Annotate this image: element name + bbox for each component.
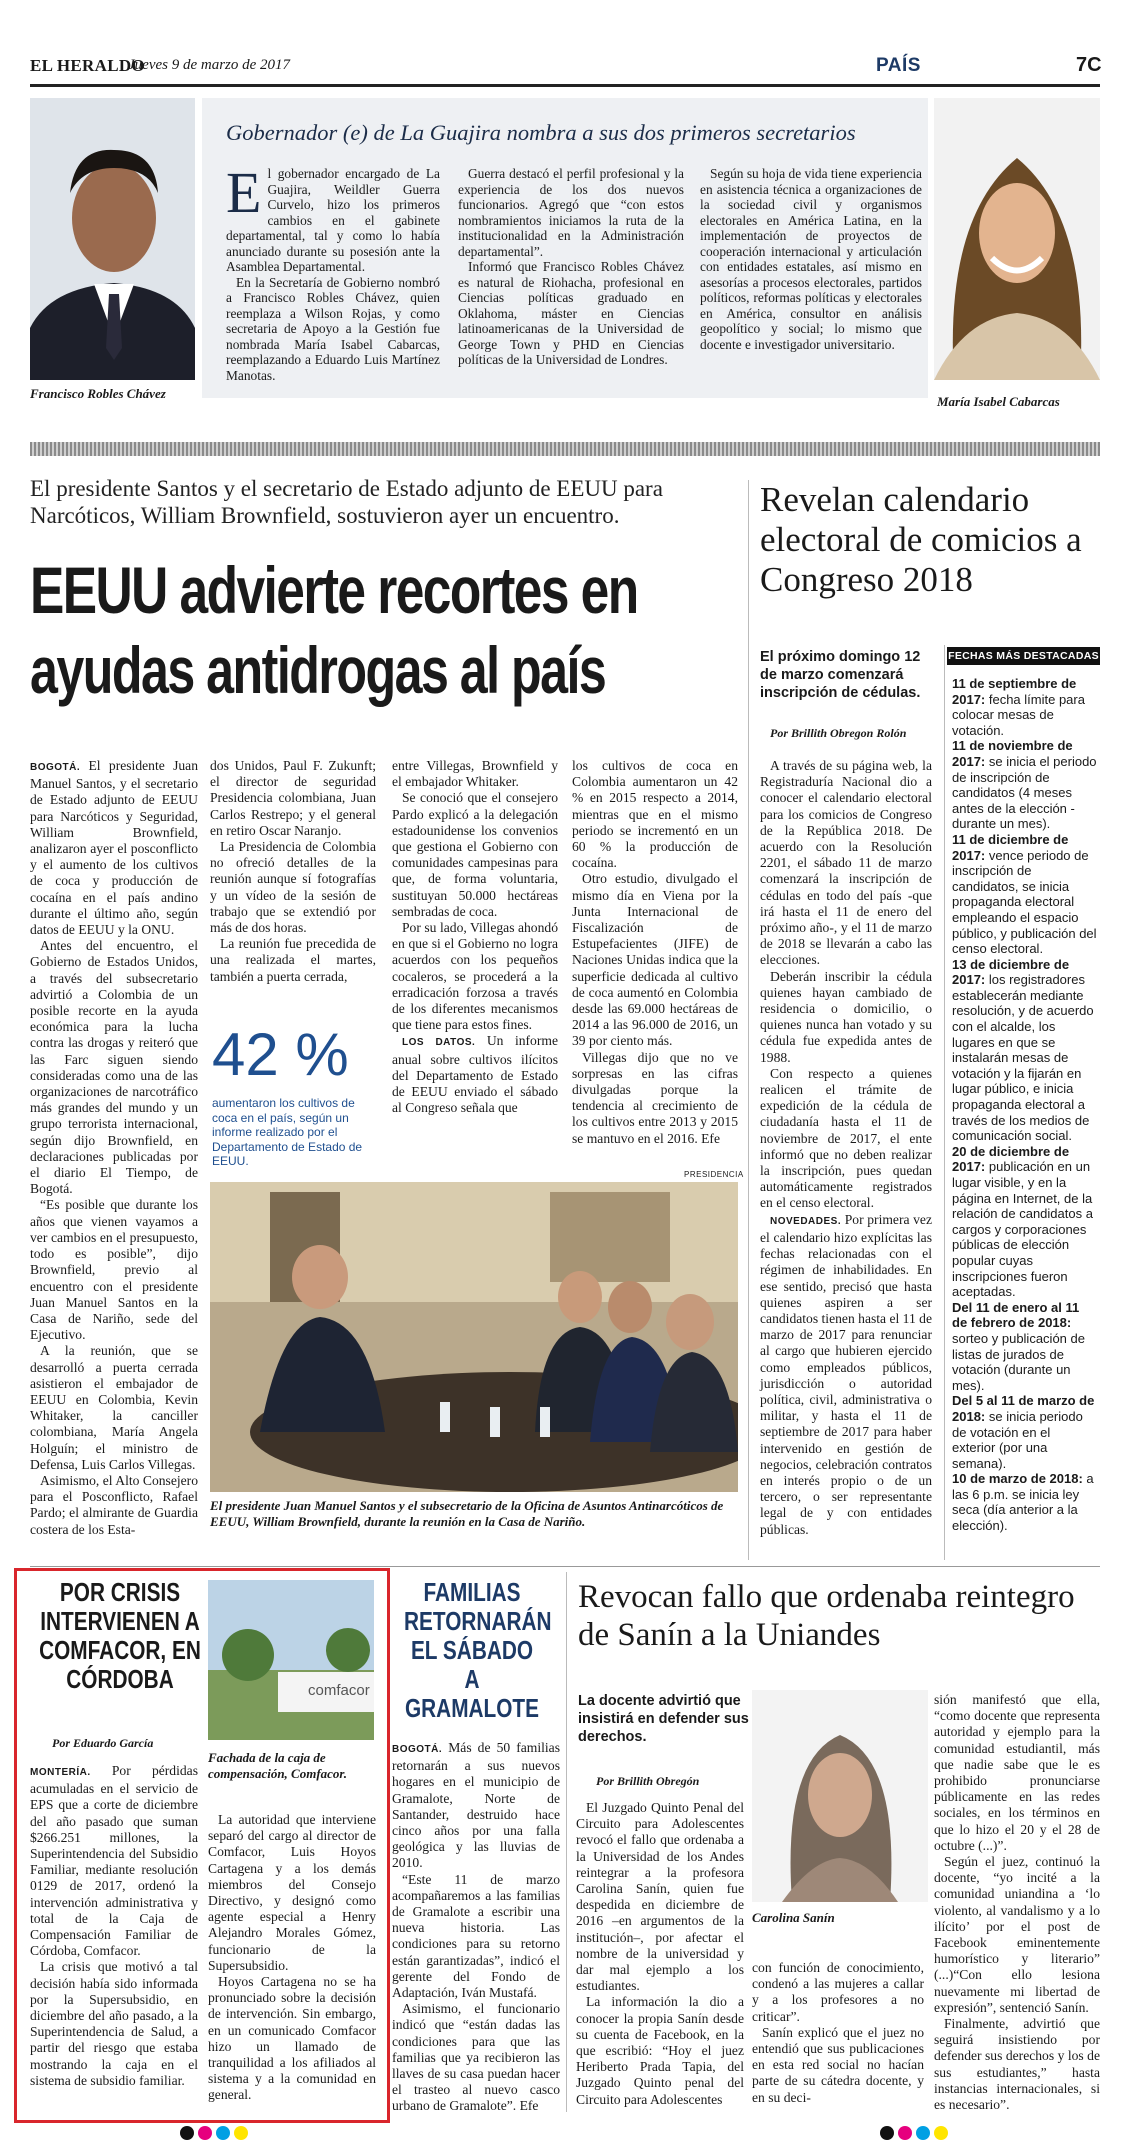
paragraph [30, 1763, 198, 1959]
paragraph: El Juzgado Quinto Penal del Circuito para Adolescentes revocó el fallo que ordenaba a la Universidad de los Andes reintegrar a la profesora Carolina Sanín, quien fue despedida en diciembre de 2016 –en argumentos de la institución–, por afectar el nombre de la universidad y dar mal ejemplo a los estudiantes. [576, 1800, 744, 1994]
masthead-section: PAÍS [876, 55, 921, 76]
comfacor-photo [208, 1580, 374, 1740]
paragraph: Informó que Francisco Robles Chávez es natural de Riohacha, profesional en Ciencias políticas graduado en Oklahoma, máster en Ciencias latinoamericanas de la Universidad de George Town y PHD en Ciencias políticas de la Universidad de Londres. [458, 259, 684, 367]
sanin-col2 [752, 1960, 924, 2106]
main-col4 [572, 758, 738, 1147]
dates-list [952, 676, 1097, 1534]
top-story-col1 [226, 160, 440, 383]
calendar-deck: El próximo domingo 12 de marzo comenzará inscripción de cédulas. [760, 649, 921, 701]
main-col3 [392, 758, 558, 1116]
main-col2 [210, 758, 376, 985]
paragraph: los cultivos de coca en Colombia aumentaron un 42 % en 2015 respecto a 2014, mientras que en el mismo periodo se incrementó en un 60 % la producción de cocaína. [572, 758, 738, 871]
paragraph: l gobernador encargado de La Guajira, Weildler Guerra Curvelo, hizo los primeros cambios en el gabinete departamental, tal y como lo había anunciado durante su posesión ante la Asamblea Departamental. [226, 166, 440, 274]
paragraph-text: El presidente Juan Manuel Santos, y el secretario de Estado adjunto de EEUU para Narcóticos y Seguridad, William Brownfield, analizaron ayer el posconflicto y el aumento de los cultivos de coca y producción de cocaína en el país andino durante el último año, según datos de EEUU y la ONU. [30, 758, 198, 938]
meeting-photo-caption: El presidente Juan Manuel Santos y el subsecretario de la Oficina de Asuntos Antinarcóticos de EEUU, William Brownfield, durante la reunión en la Casa de Nariño. [210, 1498, 724, 1529]
stat-text: aumentaron los cultivos de coca en el país, según un informe realizado por el Departamento de Estado de EEUU. [212, 1096, 363, 1168]
gramalote-headline: FAMILIAS RETORNARÁN EL SÁBADO A GRAMALOTE [404, 1577, 552, 1723]
paragraph: entre Villegas, Brownfield y el embajador Whitaker. [392, 758, 558, 790]
paragraph-text: Un informe anual sobre cultivos ilícitos del Departamento de Estado de EEUU enviado el sábado al Congreso señala que [392, 1033, 558, 1116]
top-story-col3 [700, 166, 922, 352]
gramalote-body [392, 1740, 560, 2115]
paragraph: Según el juez, continuó la docente, “yo incité a la comunidad uniandina a ‘lo violento, al vandalismo y a lo ilícito’ por el post de Facebook eminentemente humorístico y literario” (...)“Con ello lesiona nuevamente mi libertad de expresión”, sentenció Sanín. [934, 1854, 1100, 2015]
paragraph: Sanín explicó que el juez no entendió que sus publicaciones en esta red social no hacían parte de su cátedra docente, y en su deci- [752, 2024, 924, 2105]
comfacor-byline: Por Eduardo García [52, 1736, 154, 1750]
paragraph-text: Por pérdidas acumuladas en el servicio de EPS que a corte de diciembre del año pasado que suman $266.251 millones, la Superintendencia del Subsidio Familiar, mediante resolución 0129 de 2017, ordenó la intervención administrativa y total de la Caja de Compensación Familiar de Córdoba, Comfacor. [30, 1763, 198, 1959]
left-portrait-photo [30, 98, 195, 380]
stat-value: 42 % [212, 1021, 349, 1088]
sanin-deck: La docente advirtió que insistirá en defender sus derechos. [578, 1693, 749, 1745]
date-entry: 11 de septiembre de 2017: fecha límite para colocar mesas de votación. [952, 676, 1085, 738]
paragraph: Según su hoja de vida tiene experiencia en asistencia técnica a organizaciones de la sociedad civil y organismos electorales en América Latina, en la implementación de proyectos de cooperación internacional y articulación con entidades estatales, así mismo en asesorías a procesos electorales, partidos políticos, reformas políticas y electorales en América, consultor en análisis geopolítico y social; lo mismo que docente e investigador universitario. [700, 166, 922, 352]
subhead: NOVEDADES. [770, 1215, 842, 1227]
comfacor-col2 [208, 1812, 376, 2104]
date-entry: 11 de diciembre de 2017: vence periodo de inscripción de candidatos, se inicia propaganda electoral empleando el espacio público, y publicación del censo electoral. [952, 831, 1097, 957]
paragraph: Asimismo, el funcionario indicó que “están dadas las condiciones para que las familias que ya recibieron las llaves de su casa puedan hacer el trasteo al nuevo casco urbano de Gramalote”. Efe [392, 2001, 560, 2114]
sanin-col1 [576, 1800, 744, 2108]
sanin-byline: Por Brillith Obregón [596, 1774, 700, 1788]
main-headline-line1: EEUU advierte recortes en [30, 553, 638, 627]
paragraph: Otro estudio, divulgado el mismo día en Viena por la Junta Internacional de Fiscalización de Estupefacientes (JIFE) de Naciones Unidas indica que la superficie dedicada al cultivo de coca aumentó en Colombia desde las 69.000 hectáreas de 2014 a las 96.000 de 2016, un 39 por ciento más. [572, 871, 738, 1049]
comfacor-col1 [30, 1763, 198, 2089]
paragraph: La reunión fue precedida de una realizada el martes, también a puerta cerrada, [210, 936, 376, 984]
comfacor-photo-caption: Fachada de la caja de compensación, Comfacor. [208, 1750, 348, 1781]
paragraph: La Presidencia de Colombia no ofreció detalles de la reunión aunque sí fotografías y un vídeo de la sesión de trabajo que se extendió por más de dos horas. [210, 839, 376, 936]
top-story-col2 [458, 166, 684, 368]
masthead-rule [30, 84, 1100, 87]
paragraph: Guerra destacó el perfil profesional y la experiencia de los dos nuevos funcionarios. Agregó que “con estos nombramientos iniciamos la ruta de la institucionalidad en la Administración departamental”. [458, 166, 684, 259]
top-story-dropcap: E [226, 160, 262, 225]
dateline: BOGOTÁ. [392, 1744, 443, 1755]
paragraph: A la reunión, que se desarrolló a puerta cerrada asistieron el embajador de EEUU en Colombia, Kevin Whitaker, la canciller colombiana, María Angela Holguín; el ministro de Defensa, Luis Carlos Villegas. [30, 1343, 198, 1472]
column-divider [748, 480, 749, 1560]
date-entry: 11 de noviembre de 2017: se inicia el periodo de inscripción de candidatos (4 meses antes de la elección -durante un mes). [952, 738, 1097, 832]
subhead: LOS DATOS. [402, 1037, 476, 1049]
print-registration-marks [180, 2126, 248, 2142]
paragraph: sión manifestó que ella, “como docente que representa autoridad y ejemplo para la comunidad estudiantil, más que nadie sabe que le es prohibido pronunciarse públicamente en las redes sociales, en los términos en que lo hizo el 20 y el 28 de octubre (...)”. [934, 1692, 1100, 1853]
paragraph: Asimismo, el Alto Consejero para el Posconflicto, Rafael Pardo; el almirante de Guardia costera de los Esta- [30, 1472, 198, 1537]
left-portrait-caption: Francisco Robles Chávez [30, 386, 166, 401]
date-entry: 10 de marzo de 2018: a las 6 p.m. se inicia ley seca (día anterior a la elección). [952, 1471, 1094, 1534]
section-divider [30, 442, 1100, 456]
paragraph: “Este 11 de marzo acompañaremos a las familias de Gramalote a escribir una nueva historia. Las condiciones para su retorno están garantizadas”, indicó el gerente del Fondo de Adaptación, Iván Mustafá. [392, 1871, 560, 2001]
meeting-photo [210, 1182, 738, 1492]
masthead-page: 7C [1076, 54, 1102, 76]
right-portrait-caption: María Isabel Cabarcas [937, 394, 1060, 409]
main-col1 [30, 758, 198, 1538]
paragraph [30, 758, 198, 938]
dateline: MONTERÍA. [30, 1767, 91, 1778]
column-divider [566, 1572, 567, 2112]
masthead-date: Jueves 9 de marzo de 2017 [128, 57, 291, 73]
paragraph: La información la dio a conocer la propia Sanín desde su cuenta de Facebook, en la que escribió: “Hoy el juez Heriberto Prada Tapia, del Juzgado Quinto penal del Circuito para Adolescentes [576, 1994, 744, 2107]
paragraph [760, 1212, 932, 1538]
paragraph-text: Por primera vez el calendario hizo explícitas las fechas relacionadas con el régimen de inhabilidades. En ese sentido, precisó que hasta quienes aspiren a ser candidatos tienen hasta el 11 de marzo de 2017 para renunciar al cargo que hubieren ejercido como empleados públicos, jurisdicción o autoridad política, civil, administrativa o militar, y hasta el 11 de septiembre de 2017 para haber intervenido en gestión de negocios, celebración contratos en interés propio o de un tercero, o ser representante legal de y con entidades públicas. [760, 1211, 932, 1537]
paragraph: Hoyos Cartagena no se ha pronunciado sobre la decisión de intervención. Sin embargo, en un comunicado Comfacor hizo un llamado de tranquilidad a los afiliados al sistema y a la comunidad en general. [208, 1974, 376, 2103]
right-portrait-photo [934, 98, 1100, 380]
paragraph: En la Secretaría de Gobierno nombró a Francisco Robles Chávez, quien reemplaza a Wilson Rojas, y como secretaria de Apoyo a la Gestión fue nombrada María Isabel Cabarcas, reemplazando a Eduardo Luis Martínez Manotas. [226, 274, 440, 383]
date-entry: 13 de diciembre de 2017: los registradores establecerán mediante resolución, y de acuerdo con el alcalde, los lugares en que se instalarán mesas de votación y la fijarán en lugar público, e inicia propaganda electoral a través de los medios de comunicación social. [952, 956, 1094, 1144]
print-registration-marks [880, 2126, 948, 2142]
masthead-paper: EL HERALDO [30, 56, 145, 75]
date-entry: Del 5 al 11 de marzo de 2018: se inicia periodo de votación en el exterior (por una semana). [952, 1393, 1095, 1471]
calendar-headline: Revelan calendario electoral de comicios a Congreso 2018 [760, 480, 1082, 599]
main-kicker: El presidente Santos y el secretario de Estado adjunto de EEUU para Narcóticos, William Brownfield, sostuvieron ayer un encuentro. [30, 476, 663, 528]
paragraph: La crisis que motivó a tal decisión había sido informada por la Supersubsidio, en diciembre del año pasado, a la Superintendencia de Salud, a partir del riesgo que estaba mostrando la caja en el sistema de subsidio familiar. [30, 1959, 198, 2088]
paragraph [392, 1740, 560, 1872]
paragraph: Con respecto a quienes realicen el trámite de expedición de la cédula de ciudadanía hasta el 11 de noviembre de 2017, el ente informó que no deben realizar la inscripción, pues quedan automáticamente registrados en el censo electoral. [760, 1065, 932, 1211]
paragraph: dos Unidos, Paul F. Zukunft; el director de seguridad Presidencia colombiana, Juan Carlos Restrepo; y el general en retiro Oscar Naranjo. [210, 758, 376, 838]
sanin-photo [752, 1690, 928, 1902]
sanin-col3 [934, 1692, 1100, 2113]
main-headline-line2: ayudas antidrogas al país [30, 633, 606, 707]
paragraph: A través de su página web, la Registraduría Nacional dio a conocer el calendario electoral para los comicios de Congreso de la República 2018. De acuerdo con la Resolución 2201, el sábado 11 de marzo comenzará la inscripción de cédulas en todo del país -que irá hasta el 11 de enero del próximo año-, y el 11 de marzo de 2018 se llevarán a cabo las elecciones. [760, 758, 932, 968]
comfacor-headline: POR CRISIS INTERVIENEN A COMFACOR, EN CÓRDOBA [39, 1577, 201, 1694]
date-entry: 20 de diciembre de 2017: publicación en un lugar visible, y en la página en Internet, de la relación de candidatos a cargos y corporaciones públicas de elección popular cuyas inscripciones fueron aceptadas. [952, 1143, 1093, 1300]
date-entry: Del 11 de enero al 11 de febrero de 2018: sorteo y publicación de listas de jurados de votación (durante un mes). [952, 1299, 1085, 1393]
paragraph: Antes del encuentro, el Gobierno de Estados Unidos, a través del subsecretario advirtió a Colombia de un posible recorte en la ayuda económica para la lucha contra las drogas y reiteró que las Farc siguen siendo consideradas como una de las organizaciones de narcotráfico más grandes del mundo y un grupo terrorista internacional, según dijo Brownfield, en declaraciones publicadas por el diario El Tiempo, de Bogotá. [30, 938, 198, 1197]
paragraph: Villegas dijo que no ve sorpresas en las cifras divulgadas porque la tendencia al crecimiento de los cultivos entre 2013 y 2015 se mantuvo en el 2016. Efe [572, 1049, 738, 1146]
calendar-byline: Por Brillith Obregon Rolón [770, 726, 907, 740]
paragraph [392, 1033, 558, 1116]
paragraph: Finalmente, advirtió que seguirá insistiendo por defender sus derechos y los de sus estudiantes,” hasta instancias internacionales, si es necesario”. [934, 2016, 1100, 2113]
photo-credit: PRESIDENCIA [684, 1170, 744, 1179]
paragraph: con función de conocimiento, condenó a las mujeres a callar y a los profesores a no criticar”. [752, 1960, 924, 2024]
paragraph: La autoridad que interviene separó del cargo al director de Comfacor, Luis Hoyos Cartagena y a los demás miembros del Consejo Directivo, y designó como agente especial a Henry Alejandro Morales Gómez, funcionario de la Supersubsidio. [208, 1812, 376, 1973]
paragraph: “Es posible que durante los años que vienen vayamos a ver cambios en el presupuesto, todo es posible”, dijo Brownfield, previo al encuentro con el presidente Juan Manuel Santos en la Casa de Nariño, sede del Ejecutivo. [30, 1197, 198, 1343]
sanin-headline: Revocan fallo que ordenaba reintegro de Sanín a la Uniandes [578, 1579, 1075, 1653]
dateline: BOGOTÁ. [30, 762, 81, 773]
calendar-body [760, 758, 932, 1538]
sanin-photo-caption: Carolina Sanín [752, 1910, 835, 1925]
dates-sidebar-title: FECHAS MÁS DESTACADAS [947, 647, 1100, 665]
top-story-headline: Gobernador (e) de La Guajira nombra a sus dos primeros secretarios [226, 120, 856, 145]
paragraph: Se conoció que el consejero Pardo explicó a la delegación estadounidense los convenios que gestiona el Gobierno con comunidades campesinas para que, de forma voluntaria, sustituyan 50.000 hectáreas sembradas de coca. [392, 790, 558, 919]
paragraph: Deberán inscribir la cédula quienes hayan cambiado de residencia o domicilio, o quienes nunca han votado y su cédula fue expedida antes de 1988. [760, 968, 932, 1065]
paragraph: Por su lado, Villegas ahondó en que si el Gobierno no logra acuerdos con los pequeños cocaleros, se procederá a la erradicación forzosa a través de los diferentes mecanismos que tiene para estos fines. [392, 920, 558, 1033]
paragraph-text: Más de 50 familias retornarán a sus nuevos hogares en el municipio de Gramalote, Norte de Santander, destruido hace cinco años por una falla geológica y las lluvias de 2010. [392, 1740, 560, 1871]
section-rule [30, 1566, 1100, 1567]
comfacor-sign: comfacor [308, 1682, 370, 1699]
